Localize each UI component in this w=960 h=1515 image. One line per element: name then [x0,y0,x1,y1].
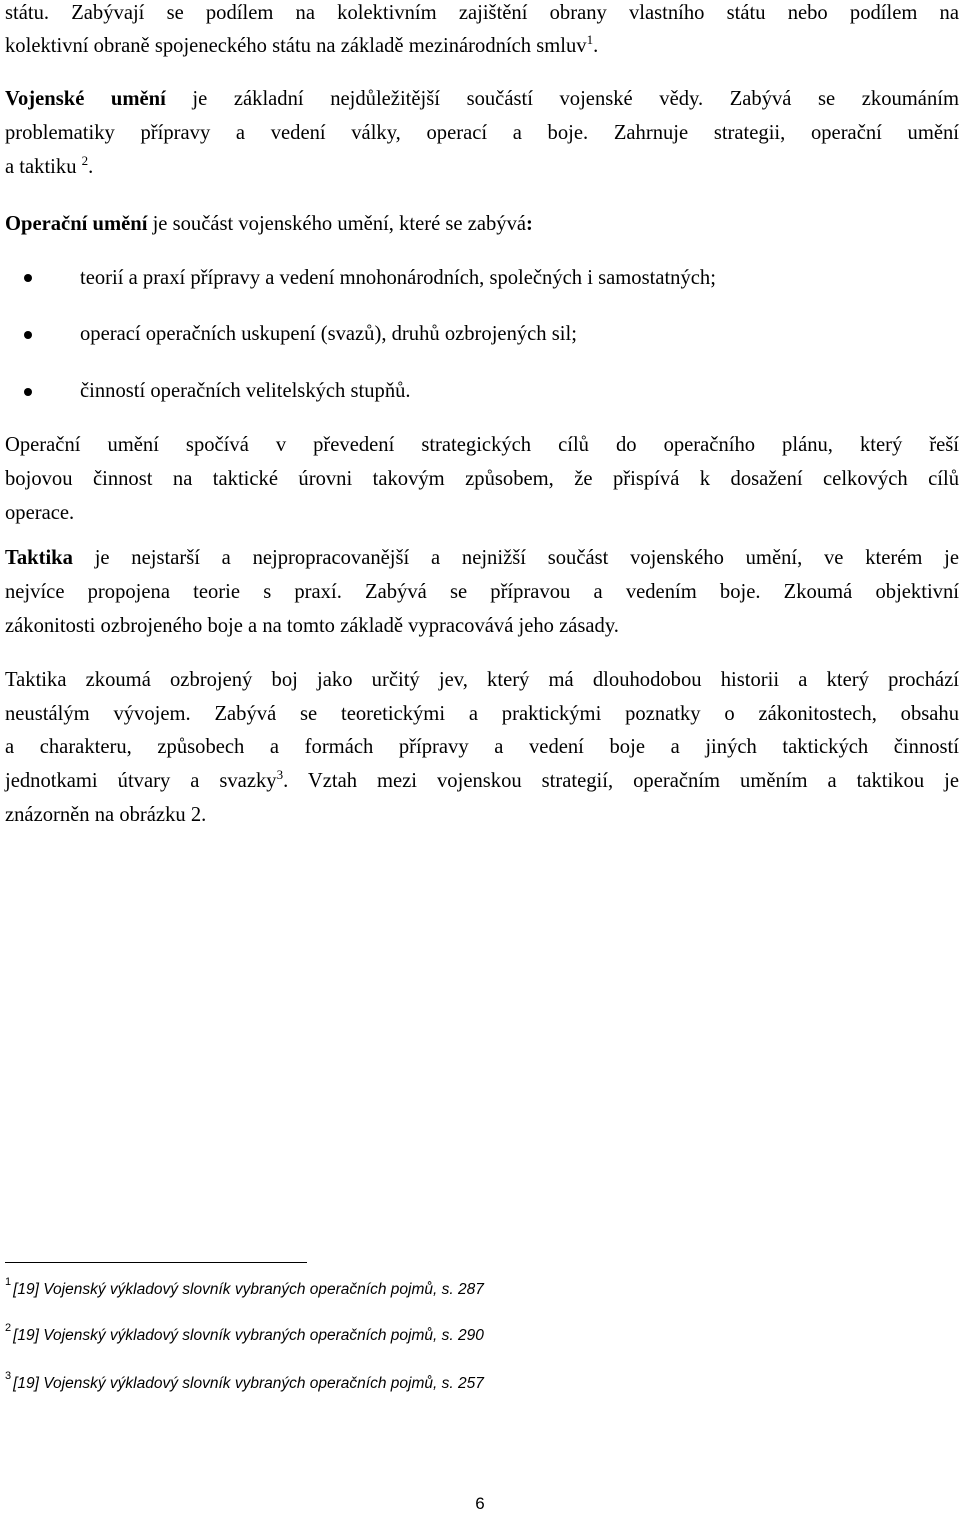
footnote-1: $^1$ [19] Vojenský výkladový slovník vybraných operačních pojmů, s. 287 [5,1276,484,1298]
paragraph-6-line-5: znázorněn na obrázku 2. [5,804,207,826]
paragraph-1-line-2: kolektivní obraně spojeneckého státu na základě mezinárodních smluv$^1$. [5,32,599,57]
paragraph-4-line-3: operace. [5,502,75,524]
list-item: činností operačních velitelských stupňů. [80,380,411,402]
paragraph-1-line-1: státu. Zabývají se podílem na kolektivním zajištění obrany vlastního státu nebo podílem na [5,2,959,24]
paragraph-4-line-2: bojovou činnost na taktické úrovni takovým způsobem, že přispívá k dosažení celkových cílů [5,468,959,490]
paragraph-2-line-1: Vojenské umění je základní nejdůležitější součástí vojenské vědy. Zabývá se zkoumáním [5,88,959,110]
paragraph-6-line-3: a charakteru, způsobech a formách přípravy a vedení boje a jiných taktických činností [5,736,959,758]
term-taktika: Taktika [5,547,73,569]
footnote-ref-3[interactable]: 3 [276,767,284,782]
footnote-ref-1[interactable]: 1 [586,32,594,47]
footnote-ref-2[interactable]: 2 [81,153,89,168]
list-item: operací operačních uskupení (svazů), druhů ozbrojených sil; [80,323,577,345]
paragraph-5-line-2: nejvíce propojena teorie s praxí. Zabývá se přípravou a vedením boje. Zkoumá objektivní [5,581,959,603]
term-operacni-umeni: Operační umění [5,213,148,235]
footnote-3: $^3$ [19] Vojenský výkladový slovník vybraných operačních pojmů, s. 257 [5,1370,484,1392]
paragraph-3: Operační umění je součást vojenského umění, které se zabývá: [5,213,533,235]
paragraph-2-line-3: a taktiku $^2$. [5,153,94,178]
footnote-separator [5,1262,307,1263]
list-item: teorií a praxí přípravy a vedení mnohonárodních, společných i samostatných; [80,267,716,289]
bullet-icon [24,331,32,339]
paragraph-6-line-4: jednotkami útvary a svazky$^3$. Vztah mezi vojenskou strategií, operačním uměním a taktikou je [5,767,959,792]
page-number: 6 [475,1494,485,1513]
footnote-2: $^2$ [19] Vojenský výkladový slovník vybraných operačních pojmů, s. 290 [5,1322,484,1344]
paragraph-4-line-1: Operační umění spočívá v převedení strategických cílů do operačního plánu, který řeší [5,434,959,456]
paragraph-6-line-2: neustálým vývojem. Zabývá se teoretickými a praktickými poznatky o zákonitostech, obsahu [5,703,959,725]
paragraph-5-line-1: Taktika je nejstarší a nejpropracovanější a nejnižší součást vojenského umění, ve kterém je [5,547,959,569]
bullet-icon [24,388,32,396]
bullet-icon [24,274,32,282]
paragraph-2-line-2: problematiky přípravy a vedení války, operací a boje. Zahrnuje strategii, operační umění [5,122,959,144]
paragraph-6-line-1: Taktika zkoumá ozbrojený boj jako určitý jev, který má dlouhodobou historii a který prochází [5,669,959,691]
term-vojenske-umeni: Vojenské umění [5,88,166,110]
paragraph-5-line-3: zákonitosti ozbrojeného boje a na tomto základě vypracovává jeho zásady. [5,615,619,637]
